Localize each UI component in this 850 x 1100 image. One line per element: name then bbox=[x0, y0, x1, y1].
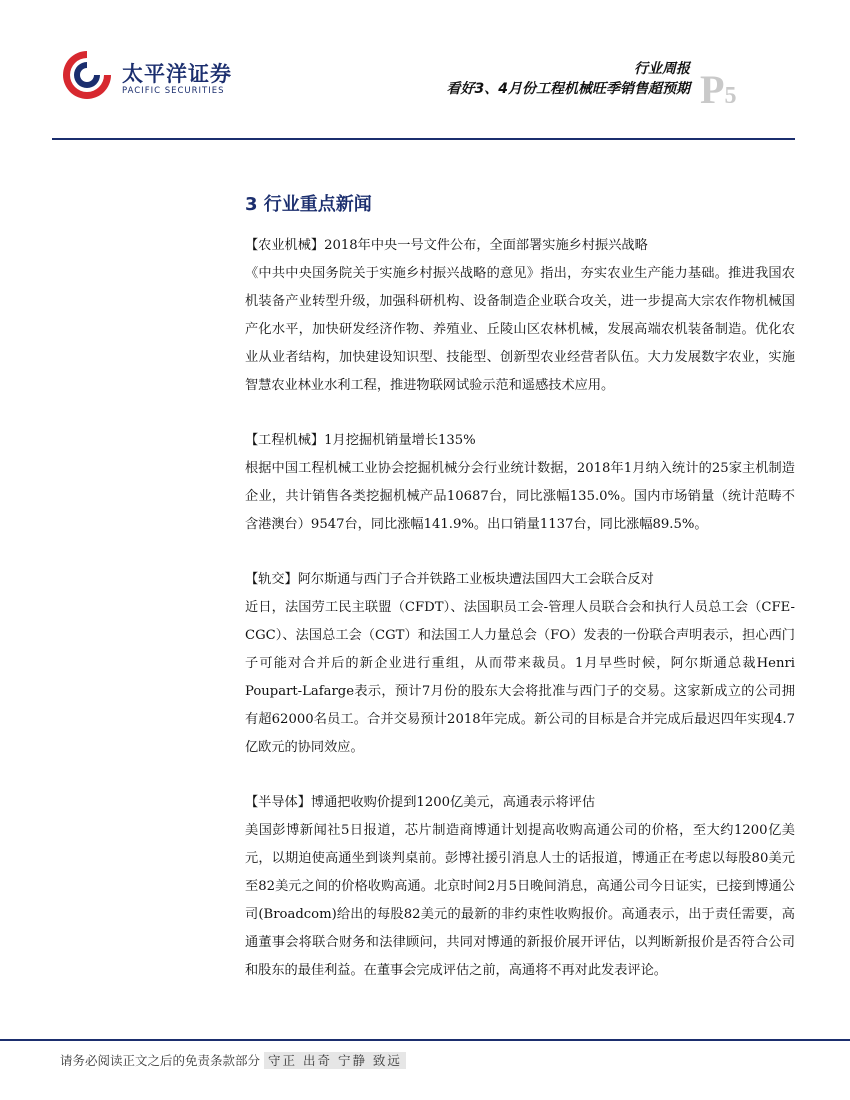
report-title: 看好3、4月份工程机械旺季销售超预期 bbox=[446, 81, 690, 97]
page-digit: 5 bbox=[724, 83, 737, 109]
footer-divider bbox=[0, 1039, 850, 1041]
news-body: 美国彭博新闻社5日报道，芯片制造商博通计划提高收购高通公司的价格，至大约1200亿美元，以期迫使高通坐到谈判桌前。彭博社援引消息人士的话报道，博通正在考虑以每股80美元至82美元之间的价格收购高通。北京时间2月5日晚间消息，高通公司今日证实，已接到博通公司(Broadcom)给出的每股82美元的最新的非约束性收购报价。高通表示，出于责任需要，高通董事会将联合财务和法律顾问，共同对博通的新报价展开评估，以判断新报价是否符合公司和股东的最佳利益。在董事会完成评估之前，高通将不再对此发表评论。 bbox=[245, 823, 795, 978]
news-body: 《中共中央国务院关于实施乡村振兴战略的意见》指出，夯实农业生产能力基础。推进我国农机装备产业转型升级，加强科研机构、设备制造企业联合攻关，进一步提高大宗农作物机械国产化水平，加快研发经济作物、养殖业、丘陵山区农林机械，发展高端农机装备制造。优化农业从业者结构，加快建设知识型、技能型、创新型农业经营者队伍。大力发展数字农业，实施智慧农业林业水利工程，推进物联网试验示范和遥感技术应用。 bbox=[245, 266, 795, 393]
logo-english-name: PACIFIC SECURITIES bbox=[122, 86, 225, 96]
news-headline: 【半导体】博通把收购价提到1200亿美元，高通表示将评估 bbox=[245, 795, 596, 810]
page-header bbox=[0, 0, 850, 145]
header-divider bbox=[52, 138, 795, 140]
news-item bbox=[245, 789, 795, 985]
news-body: 根据中国工程机械工业协会挖掘机械分会行业统计数据，2018年1月纳入统计的25家主机制造企业，共计销售各类挖掘机械产品10687台，同比涨幅135.0%。国内市场销量（统计范畴不含港澳台）9547台，同比涨幅141.9%。出口销量1137台，同比涨幅89.5%。 bbox=[245, 461, 795, 532]
news-headline: 【轨交】阿尔斯通与西门子合并铁路工业板块遭法国四大工会联合反对 bbox=[245, 572, 654, 587]
footer-motto: 守正 出奇 宁静 致远 bbox=[264, 1052, 406, 1069]
news-item bbox=[245, 566, 795, 762]
news-headline: 【农业机械】2018年中央一号文件公布，全面部署实施乡村振兴战略 bbox=[245, 238, 648, 253]
logo-chinese-name: 太平洋证券 bbox=[122, 62, 232, 86]
footer-disclaimer: 请务必阅读正文之后的免责条款部分 bbox=[60, 1053, 261, 1068]
news-item bbox=[245, 427, 795, 539]
main-content bbox=[245, 190, 795, 1012]
page-footer bbox=[60, 1051, 406, 1069]
company-logo bbox=[60, 48, 260, 108]
section-title: 3 行业重点新闻 bbox=[245, 194, 372, 215]
news-item bbox=[245, 232, 795, 400]
report-type: 行业周报 bbox=[634, 61, 690, 77]
page-letter: P bbox=[700, 67, 725, 112]
news-body: 近日，法国劳工民主联盟（CFDT）、法国职员工会-管理人员联合会和执行人员总工会（CFE-CGC）、法国总工会（CGT）和法国工人力量总会（FO）发表的一份联合声明表示，担心西门子可能对合并后的新企业进行重组，从而带来裁员。1月早些时候，阿尔斯通总裁Henri Poupart-Lafarge表示，预计7月份的股东大会将批准与西门子的交易。这家新成立的公司拥有超62000名员工。合并交易预计2018年完成。新公司的目标是合并完成后最迟四年实现4.7亿欧元的协同效应。 bbox=[245, 600, 795, 755]
news-headline: 【工程机械】1月挖掘机销量增长135% bbox=[245, 433, 476, 448]
page-number bbox=[700, 67, 737, 112]
pacific-securities-logo-icon bbox=[60, 48, 114, 102]
